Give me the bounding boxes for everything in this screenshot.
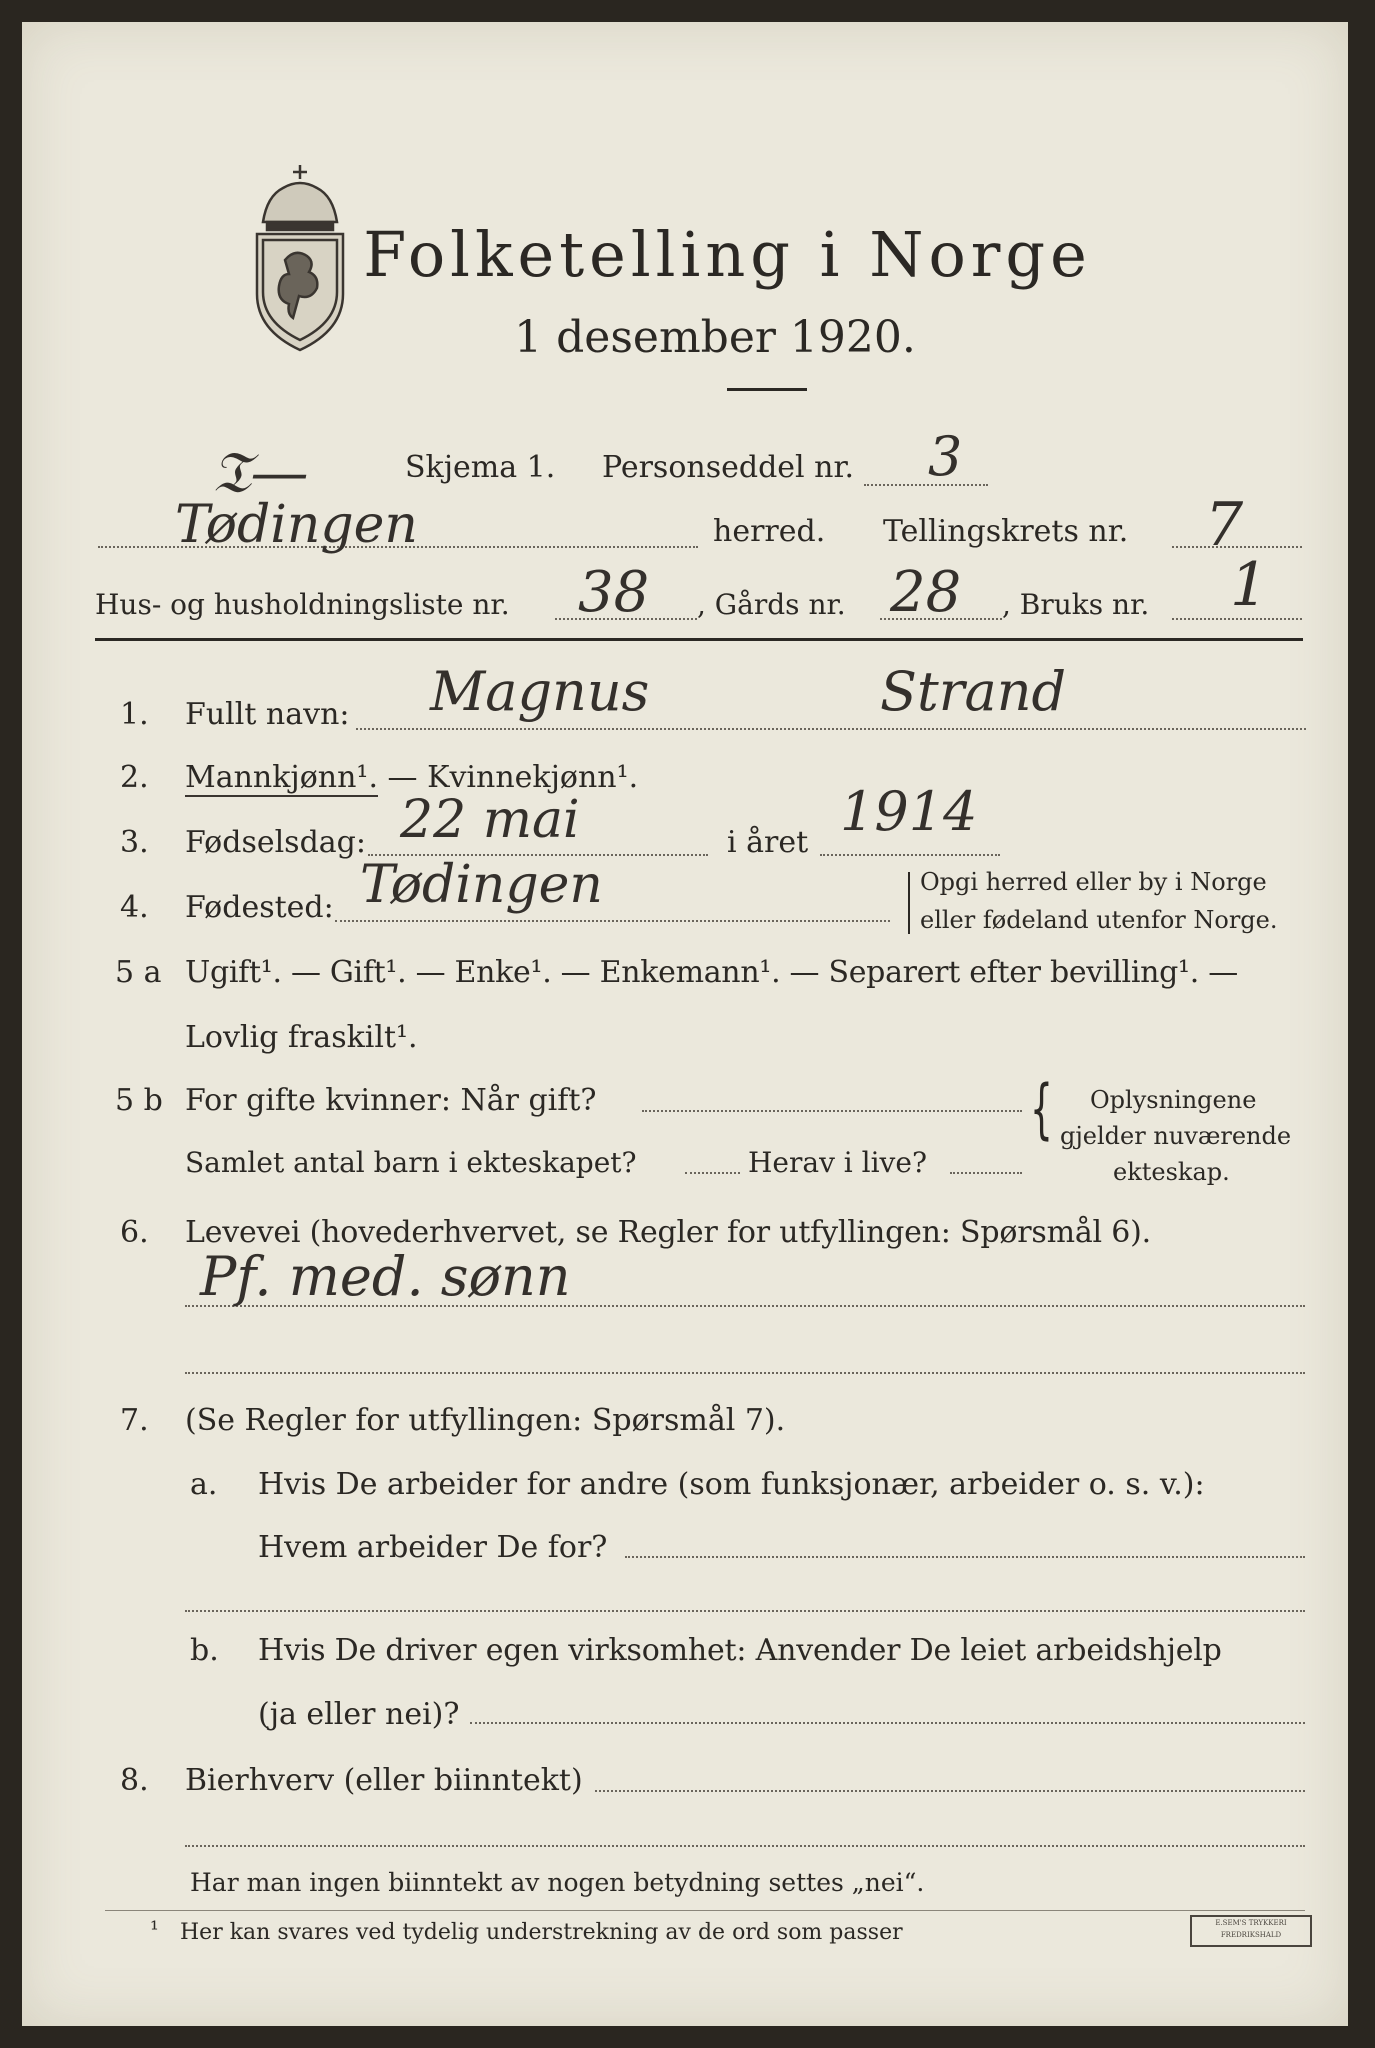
bruks-value[interactable]: 1 — [1230, 550, 1269, 620]
personseddel-value[interactable]: 3 — [928, 425, 963, 488]
q1-label: Fullt navn: — [185, 697, 350, 732]
header-rule — [95, 638, 1303, 641]
q8-label: Bierhverv (eller biinntekt) — [185, 1763, 583, 1798]
q3-year-label: i året — [727, 825, 809, 860]
q5a-options[interactable]: Ugift¹. — Gift¹. — Enke¹. — Enkemann¹. — Separert efter bevilling¹. — — [185, 955, 1238, 990]
q2-number: 2. — [120, 760, 149, 795]
q4-value[interactable]: Tødingen — [360, 855, 603, 915]
q1-line — [356, 728, 1306, 730]
q1-value-last[interactable]: Strand — [880, 660, 1067, 723]
q5a-number: 5 a — [115, 955, 162, 990]
q5b-barn-line — [685, 1172, 740, 1174]
q5b-number: 5 b — [115, 1083, 163, 1118]
form-title: Folketelling i Norge — [363, 218, 1092, 291]
q5b-live-line — [950, 1172, 1022, 1174]
herred-value[interactable]: Tødingen — [175, 495, 418, 555]
gards-label: , Gårds nr. — [697, 588, 846, 621]
q4-note-line1: Opgi herred eller by i Norge — [920, 868, 1267, 896]
bruks-label: , Bruks nr. — [1002, 588, 1150, 621]
q7a-line1: Hvis De arbeider for andre (som funksjonær, arbeider o. s. v.): — [258, 1467, 1205, 1502]
q5b-note-line1: Oplysningene — [1090, 1086, 1257, 1114]
q7b-line2: (ja eller nei)? — [258, 1697, 460, 1732]
q3-label: Fødselsdag: — [185, 825, 366, 860]
hus-value[interactable]: 38 — [578, 560, 650, 625]
skjema-label: Skjema 1. — [405, 450, 556, 485]
personseddel-line — [864, 484, 988, 486]
q7a-letter: a. — [190, 1467, 218, 1502]
q2-male-underlined: Mannkjønn¹. — [185, 760, 378, 795]
q5b-note-line3: ekteskap. — [1113, 1158, 1230, 1186]
q6-value[interactable]: Pf. med. sønn — [200, 1245, 571, 1308]
q8-line2 — [185, 1845, 1305, 1847]
q5b-note-line2: gjelder nuværende — [1060, 1122, 1292, 1150]
q6-label: Levevei (hovederhvervet, se Regler for utfyllingen: Spørsmål 6). — [185, 1215, 1151, 1250]
q2-other-options: — Kvinnekjønn¹. — [378, 760, 639, 795]
q5a-options-cont[interactable]: Lovlig fraskilt¹. — [185, 1020, 418, 1055]
personseddel-label: Personseddel nr. — [602, 450, 855, 485]
stamp-line2: FREDRIKSHALD — [1220, 1931, 1282, 1939]
q7b-line1: Hvis De driver egen virksomhet: Anvender De leiet arbeidshjelp — [258, 1633, 1222, 1668]
footnote-rule — [105, 1910, 1305, 1911]
form-date: 1 desember 1920. — [514, 312, 916, 363]
q5b-line2: Samlet antal barn i ekteskapet? — [185, 1146, 637, 1179]
footnote-mark: ¹ — [150, 1918, 159, 1943]
title-divider — [727, 388, 807, 391]
q7-number: 7. — [120, 1403, 149, 1438]
stamp-line1: E.SEM'S TRYKKERI — [1215, 1919, 1287, 1927]
printer-stamp — [1190, 1915, 1312, 1947]
q4-note-line2: eller fødeland utenfor Norge. — [920, 906, 1278, 934]
q5b-gift-line — [642, 1110, 1022, 1112]
footnote-text: Her kan svares ved tydelig understrekning av de ord som passer — [180, 1920, 903, 1945]
footer-note: Har man ingen biinntekt av nogen betydning settes „nei“. — [190, 1868, 925, 1897]
q6-line2 — [185, 1372, 1305, 1374]
q7a-line — [625, 1556, 1305, 1558]
q1-number: 1. — [120, 697, 149, 732]
herred-label: herred. — [713, 514, 826, 549]
q6-number: 6. — [120, 1215, 149, 1250]
q4-label: Fødested: — [185, 890, 334, 925]
q7a-line-extra — [185, 1610, 1305, 1612]
q7-label: (Se Regler for utfyllingen: Spørsmål 7). — [185, 1403, 786, 1438]
tellingskrets-label: Tellingskrets nr. — [883, 514, 1129, 549]
q7b-line — [470, 1722, 1305, 1724]
q3-value[interactable]: 22 mai — [400, 790, 580, 850]
q4-note-brace — [908, 872, 910, 934]
q8-number: 8. — [120, 1763, 149, 1798]
q5b-note-brace: { — [1030, 1073, 1053, 1148]
q3-year-line — [820, 854, 1000, 856]
q4-number: 4. — [120, 890, 149, 925]
q3-number: 3. — [120, 825, 149, 860]
tellingskrets-value[interactable]: 7 — [1205, 490, 1244, 560]
q1-value-first[interactable]: Magnus — [430, 660, 650, 723]
q3-year-value[interactable]: 1914 — [840, 780, 978, 843]
q7b-letter: b. — [190, 1633, 219, 1668]
q8-line — [595, 1790, 1305, 1792]
gards-value[interactable]: 28 — [890, 560, 962, 625]
q4-line — [335, 920, 890, 922]
q7a-line2: Hvem arbeider De for? — [258, 1530, 608, 1565]
hus-label: Hus- og husholdningsliste nr. — [95, 588, 510, 621]
q5b-line1: For gifte kvinner: Når gift? — [185, 1083, 597, 1118]
q5b-line2b: Herav i live? — [748, 1146, 927, 1179]
hw-mark: 𝔗— — [212, 438, 309, 506]
